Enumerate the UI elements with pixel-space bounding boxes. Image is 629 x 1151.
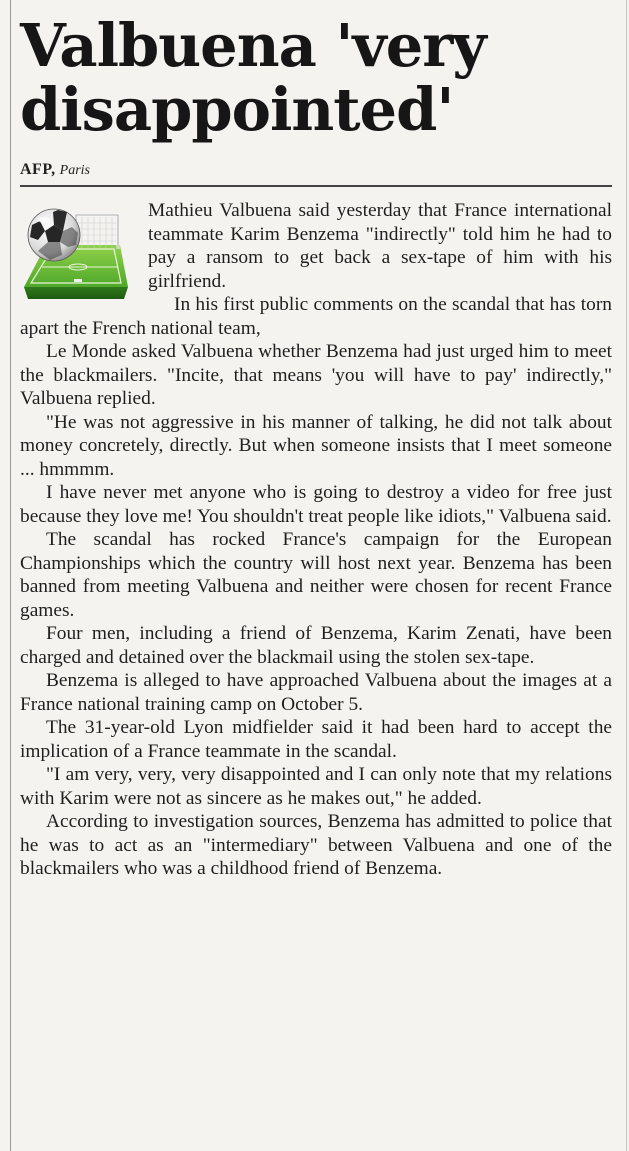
news-article bbox=[20, 11, 612, 881]
byline-divider bbox=[20, 185, 612, 187]
body-paragraph: I have never met anyone who is going to destroy a video for free just because they love me! You shouldn't treat people like idiots," Valbuena said. bbox=[20, 482, 612, 527]
body-paragraph: Le Monde asked Valbuena whether Benzema had just urged him to meet the blackmailers. "Incite, that means 'you will have to pay' indirectly," Valbuena replied. bbox=[20, 341, 612, 409]
body-paragraph: "He was not aggressive in his manner of talking, he did not talk about money concretely, directly. But when someone insists that I meet someone ... hmmmm. bbox=[20, 411, 612, 480]
body-paragraph: Benzema is alleged to have approached Valbuena about the images at a France national training camp on October 5. bbox=[20, 670, 612, 715]
body-paragraph: "I am very, very, very disappointed and I can only note that my relations with Karim were not as sincere as he makes out," he added. bbox=[20, 764, 612, 809]
body-paragraph: Four men, including a friend of Benzema, Karim Zenati, have been charged and detained over the blackmail using the stolen sex-tape. bbox=[20, 623, 612, 668]
body-paragraph: According to investigation sources, Benzema has admitted to police that he was to act as an "intermediary" between Valbuena and one of the blackmailers who was a childhood friend of Benzema. bbox=[20, 811, 612, 879]
column-rule-right bbox=[626, 0, 627, 1151]
byline-agency: AFP, bbox=[20, 161, 56, 178]
soccer-ball-goal-icon bbox=[20, 203, 132, 307]
byline bbox=[20, 160, 612, 181]
body-paragraph: In his first public comments on the scandal that has torn apart the French national team, bbox=[20, 294, 612, 339]
headline: Valbuena 'very disappointed' bbox=[20, 11, 486, 144]
article-body bbox=[20, 199, 612, 881]
body-paragraph: The scandal has rocked France's campaign for the European Championships which the country will host next year. Benzema has been banned from meeting Valbuena and neither were chosen for recent France games. bbox=[20, 529, 612, 621]
column-rule-left bbox=[10, 0, 11, 1151]
lead-paragraph: Mathieu Valbuena said yesterday that France international teammate Karim Benzema "indirectly" told him he had to pay a ransom to get back a sex-tape of him with his girlfriend. bbox=[148, 200, 612, 292]
byline-location: Paris bbox=[59, 163, 90, 178]
body-paragraph: The 31-year-old Lyon midfielder said it had been hard to accept the implication of a France teammate in the scandal. bbox=[20, 717, 612, 762]
